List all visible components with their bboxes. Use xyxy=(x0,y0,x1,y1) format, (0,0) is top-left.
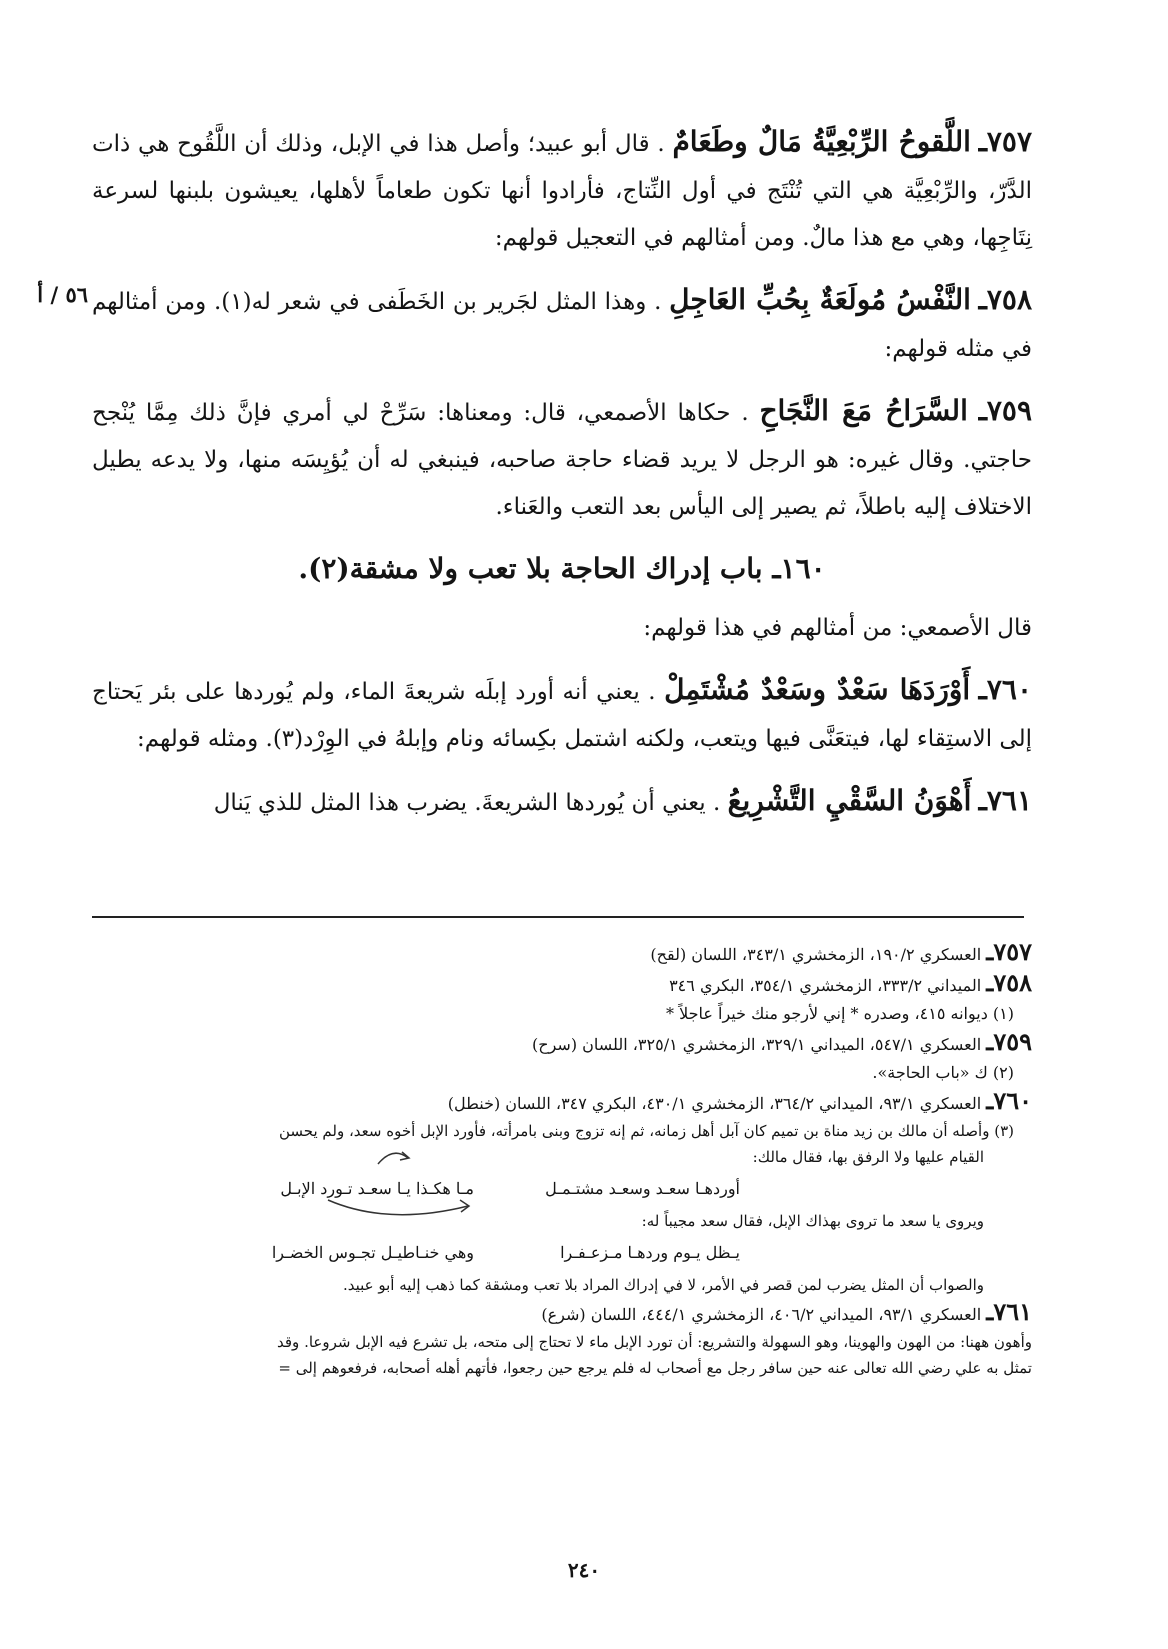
entry-number: ٧٥٧ـ xyxy=(978,125,1033,158)
note-4: وأهون ههنا: من الهون والهوينا، وهو السهولة والتشريع: أن تورد الإبل ماء لا تحتاج إلى متحه، بل تشرع فيه الإبل شروعا. وقد xyxy=(277,1333,1032,1351)
entry-number: ٧٦١ـ xyxy=(978,784,1032,817)
verse-hemistich: وهي خنـاطيـل تجـوس الخضـرا xyxy=(271,1243,474,1262)
proverb: السَّرَاحُ مَعَ النَّجَاحِ xyxy=(759,394,968,427)
footnote-number: ٧٥٨ـ xyxy=(986,968,1032,997)
entry-760 xyxy=(92,666,1032,763)
verse-hemistich: يـظل يـوم وردهـا مـزعـفـرا xyxy=(560,1243,740,1262)
footnote-number: ٧٥٧ـ xyxy=(986,937,1032,966)
entry-text: . قال أبو عبيد؛ وأصل هذا في الإبل، وذلك أن اللَّقُوح هي ذات الدَّرّ، والرِّبْعِيَّة هي التي تُنْتَج في أول النِّتاج، فأرادوا أنها تكون طعاماً لأهلها، يعيشون بلبنها لسرعة نِتَاجِها، وهي مع هذا مالٌ. ومن أمثالهم في التعجيل قولهم: xyxy=(92,131,1032,251)
footnote-number: ٧٦١ـ xyxy=(986,1297,1032,1326)
verse-1 xyxy=(92,1172,1032,1206)
proverb: النَّفْسُ مُولَعَةٌ بِحُبِّ العَاجِلِ xyxy=(669,283,971,316)
footnote-757 xyxy=(92,938,1032,969)
page-number: ٢٤٠ xyxy=(567,1558,601,1582)
verse-hemistich: أوردهـا سعـد وسعـد مشتـمـل xyxy=(545,1179,740,1198)
note-3-variant: ويروى يا سعد ما تروى بهذاك الإبل، فقال سعد مجيباً له: xyxy=(641,1212,984,1230)
entry-number: ٧٥٨ـ xyxy=(978,283,1032,316)
footnote-text: العسكري ٥٤٧/١، الميداني ٣٢٩/١، الزمخشري ٣٢٥/١، اللسان (سرح) xyxy=(532,1035,982,1054)
proverb: أَوْرَدَهَا سَعْدٌ وسَعْدٌ مُشْتَمِلْ xyxy=(664,673,971,706)
entry-text: . وهذا المثل لجَرير بن الخَطَفى في شعر له(١). ومن أمثالهم في مثله قولهم: xyxy=(92,289,1032,362)
footnote-text: العسكري ١٩٠/٢، الزمخشري ٣٤٣/١، اللسان (لقح) xyxy=(650,945,982,964)
note-3: (٣) وأصله أن مالك بن زيد مناة بن تميم كان آبل أهل زمانه، ثم إنه تزوج وبنى بامرأته، فأورد الإبل أخوه سعد، ولم يحسن xyxy=(278,1122,1014,1140)
verse-hemistich: مـا هكـذا يـا سعـد تـورد الإبـل xyxy=(280,1179,474,1198)
entry-number: ٧٥٩ـ xyxy=(978,394,1033,427)
footnote-758 xyxy=(92,969,1032,1000)
footnote-text: العسكري ٩٣/١، الميداني ٣٦٤/٢، الزمخشري ٤٣٠/١، البكري ٣٤٧، اللسان (خنطل) xyxy=(447,1094,982,1113)
entry-text: . يعني أن يُوردها الشريعةَ. يضرب هذا المثل للذي يَنال xyxy=(213,790,721,816)
footnote-text: العسكري ٩٣/١، الميداني ٤٠٦/٢، الزمخشري ٤٤٤/١، اللسان (شرع) xyxy=(541,1305,982,1324)
note-3-end: والصواب أن المثل يضرب لمن قصر في الأمر، لا في إدراك المراد بلا تعب ومشقة كما ذهب إليه أبو عبيد. xyxy=(342,1276,984,1294)
entry-758 xyxy=(92,276,1032,373)
footnotes xyxy=(92,938,1032,1381)
chapter-intro: قال الأصمعي: من أمثالهم في هذا قولهم: xyxy=(643,615,1032,641)
verse-2 xyxy=(92,1236,1032,1270)
note-2: (٢) ك «باب الحاجة». xyxy=(872,1063,1014,1082)
footnote-761 xyxy=(92,1298,1032,1329)
entry-text: . يعني أنه أورد إبلَه شريعةَ الماء، ولم يُوردها على بئر يَحتاج إلى الاستِقاء لها، فيتعَنَّى فيها ويتعب، ولكنه اشتمل بكِسائه ونام وإبلهُ في الوِرْد(٣). ومثله قولهم: xyxy=(92,679,1032,752)
note-1: (١) ديوانه ٤١٥، وصدره * إني لأرجو منك خيراً عاجلاً * xyxy=(665,1004,1014,1023)
footnote-text: الميداني ٣٣٣/٢، الزمخشري ٣٥٤/١، البكري ٣٤٦ xyxy=(669,976,982,995)
entry-759 xyxy=(92,387,1032,531)
chapter-title: ١٦٠ـ باب إدراك الحاجة بلا تعب ولا مشقة(٢). xyxy=(298,552,826,585)
footnote-number: ٧٥٩ـ xyxy=(986,1027,1032,1056)
note-4-cont: تمثل به علي رضي الله تعالى عنه حين سافر رجل مع أصحاب له فلم يرجع حين رجعوا، فأتهم أهله أصحابه، فرفعوهم إلى = xyxy=(278,1359,1032,1377)
footnote-759 xyxy=(92,1028,1032,1059)
note-3-cont: القيام عليها ولا الرفق بها، فقال مالك: xyxy=(752,1148,984,1166)
main-text xyxy=(92,118,1032,841)
folio-marker: ٥٦ / أ xyxy=(37,282,88,307)
proverb: أَهْوَنُ السَّقْيِ التَّشْرِيعُ xyxy=(727,784,972,817)
entry-757 xyxy=(92,118,1032,262)
footnote-760 xyxy=(92,1087,1032,1118)
proverb: اللَّقوحُ الرِّبْعِيَّةُ مَالٌ وطَعَامٌ xyxy=(672,125,971,158)
entry-761 xyxy=(92,777,1032,827)
entry-number: ٧٦٠ـ xyxy=(978,673,1032,706)
entry-text: . حكاها الأصمعي، قال: ومعناها: سَرِّحْ لي أمري فإنَّ ذلك مِمَّا يُنْجح حاجتي. وقال غيره: هو الرجل لا يريد قضاء حاجة صاحبه، فينبغي له أن يُؤيِسَه منها، ولا يدعه يطيل الاختلاف إليه باطلاً، ثم يصير إلى اليأس بعد التعب والعَناء. xyxy=(92,400,1032,520)
handwritten-arrow-icon xyxy=(318,1136,488,1226)
footnote-number: ٧٦٠ـ xyxy=(986,1086,1032,1115)
footnote-separator xyxy=(92,916,1024,918)
